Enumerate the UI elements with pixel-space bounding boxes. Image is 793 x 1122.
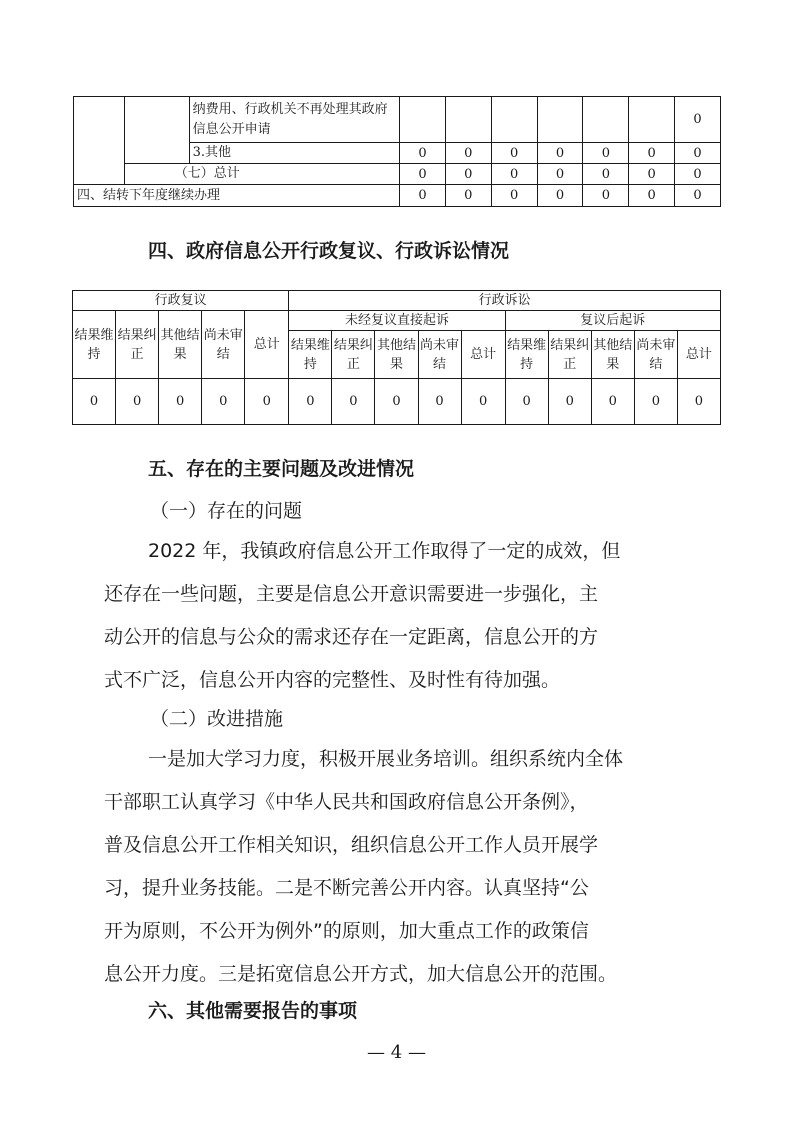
value-cell: 0 [445, 164, 491, 185]
page-number: — 4 — [367, 1042, 426, 1063]
col-other: 其他结果 [591, 331, 634, 379]
section-title-6: 六、其他需要报告的事项 [148, 1000, 358, 1022]
text-line: 开为原则，不公开为例外”的原则，加大重点工作的政策信 [104, 920, 589, 942]
value-cell: 0 [583, 143, 629, 164]
col-total: 总计 [461, 331, 505, 379]
col-other: 其他结果 [375, 331, 418, 379]
col-other: 其他结果 [159, 311, 202, 379]
row-label-other: 3.其他 [189, 143, 399, 164]
value-cell: 0 [675, 97, 721, 143]
text-line: 还存在一些问题，主要是信息公开意识需要进一步强化，主 [104, 583, 599, 605]
value-cell: 0 [116, 379, 159, 425]
value-cell: 0 [159, 379, 202, 425]
value-cell: 0 [591, 379, 634, 425]
row-label-carryover: 四、结转下年度继续办理 [74, 185, 400, 207]
text-line: 2022 年，我镇政府信息公开工作取得了一定的成效，但 [148, 540, 621, 562]
value-cell: 0 [675, 143, 721, 164]
subheading-measures: （二）改进措施 [150, 708, 284, 730]
value-cell: 0 [548, 379, 591, 425]
value-cell: 0 [675, 164, 721, 185]
value-cell: 0 [332, 379, 375, 425]
text-line: 一是加大学习力度，积极开展业务培训。组织系统内全体 [148, 748, 624, 770]
value-cell: 0 [491, 164, 537, 185]
value-cell: 0 [202, 379, 245, 425]
blank-cell [74, 97, 125, 185]
value-cell: 0 [537, 143, 583, 164]
disposal-table [73, 96, 721, 207]
text-line: 习，提升业务技能。二是不断完善公开内容。认真坚持“公 [104, 877, 589, 899]
section-title-4: 四、政府信息公开行政复议、行政诉讼情况 [148, 240, 510, 262]
col-correct: 结果纠正 [116, 311, 159, 379]
text-line: 干部职工认真学习《中华人民共和国政府信息公开条例》， [104, 791, 589, 813]
col-maintain: 结果维持 [505, 331, 548, 379]
text-line: 动公开的信息与公众的需求还存在一定距离，信息公开的方 [104, 626, 599, 648]
value-cell: 0 [505, 379, 548, 425]
row-label-no-fee: 纳费用、行政机关不再处理其政府信息公开申请 [189, 97, 399, 143]
value-cell: 0 [675, 185, 721, 207]
value-cell: 0 [537, 164, 583, 185]
value-cell: 0 [289, 379, 332, 425]
paragraph-measures [104, 738, 678, 996]
col-maintain: 结果维持 [73, 311, 116, 379]
subheading-problems: （一）存在的问题 [150, 500, 303, 522]
col-maintain: 结果维持 [289, 331, 332, 379]
header-review: 行政复议 [73, 291, 289, 311]
value-cell: 0 [400, 185, 446, 207]
value-cell: 0 [73, 379, 116, 425]
value-cell: 0 [629, 164, 675, 185]
value-cell: 0 [445, 185, 491, 207]
text-line: 普及信息公开工作相关知识，组织信息公开工作人员开展学 [104, 834, 599, 856]
paragraph-problems [104, 530, 678, 702]
header-after: 复议后起诉 [505, 311, 720, 331]
value-cell: 0 [491, 143, 537, 164]
value-cell: 0 [418, 379, 461, 425]
text-line: 息公开力度。三是拓宽信息公开方式，加大信息公开的范围。 [104, 963, 618, 985]
header-direct: 未经复议直接起诉 [289, 311, 505, 331]
value-cell: 0 [629, 185, 675, 207]
value-cell: 0 [583, 185, 629, 207]
value-cell: 0 [677, 379, 720, 425]
col-pending: 尚未审结 [202, 311, 245, 379]
header-litigation: 行政诉讼 [289, 291, 721, 311]
value-cell: 0 [537, 185, 583, 207]
value-cell: 0 [634, 379, 677, 425]
col-correct: 结果纠正 [332, 331, 375, 379]
col-total: 总计 [245, 311, 289, 379]
review-litigation-table [72, 290, 721, 425]
text-line: 式不广泛，信息公开内容的完整性、及时性有待加强。 [104, 669, 561, 691]
value-cell: 0 [400, 164, 446, 185]
col-total: 总计 [677, 331, 720, 379]
value-cell: 0 [445, 143, 491, 164]
col-pending: 尚未审结 [418, 331, 461, 379]
value-cell: 0 [400, 143, 446, 164]
blank-cell [124, 97, 189, 164]
value-cell: 0 [245, 379, 289, 425]
value-cell: 0 [629, 143, 675, 164]
value-cell: 0 [375, 379, 418, 425]
col-pending: 尚未审结 [634, 331, 677, 379]
value-cell: 0 [583, 164, 629, 185]
section-title-5: 五、存在的主要问题及改进情况 [148, 458, 415, 480]
value-cell: 0 [461, 379, 505, 425]
value-cell: 0 [491, 185, 537, 207]
row-label-total: （七）总计 [124, 164, 399, 185]
col-correct: 结果纠正 [548, 331, 591, 379]
